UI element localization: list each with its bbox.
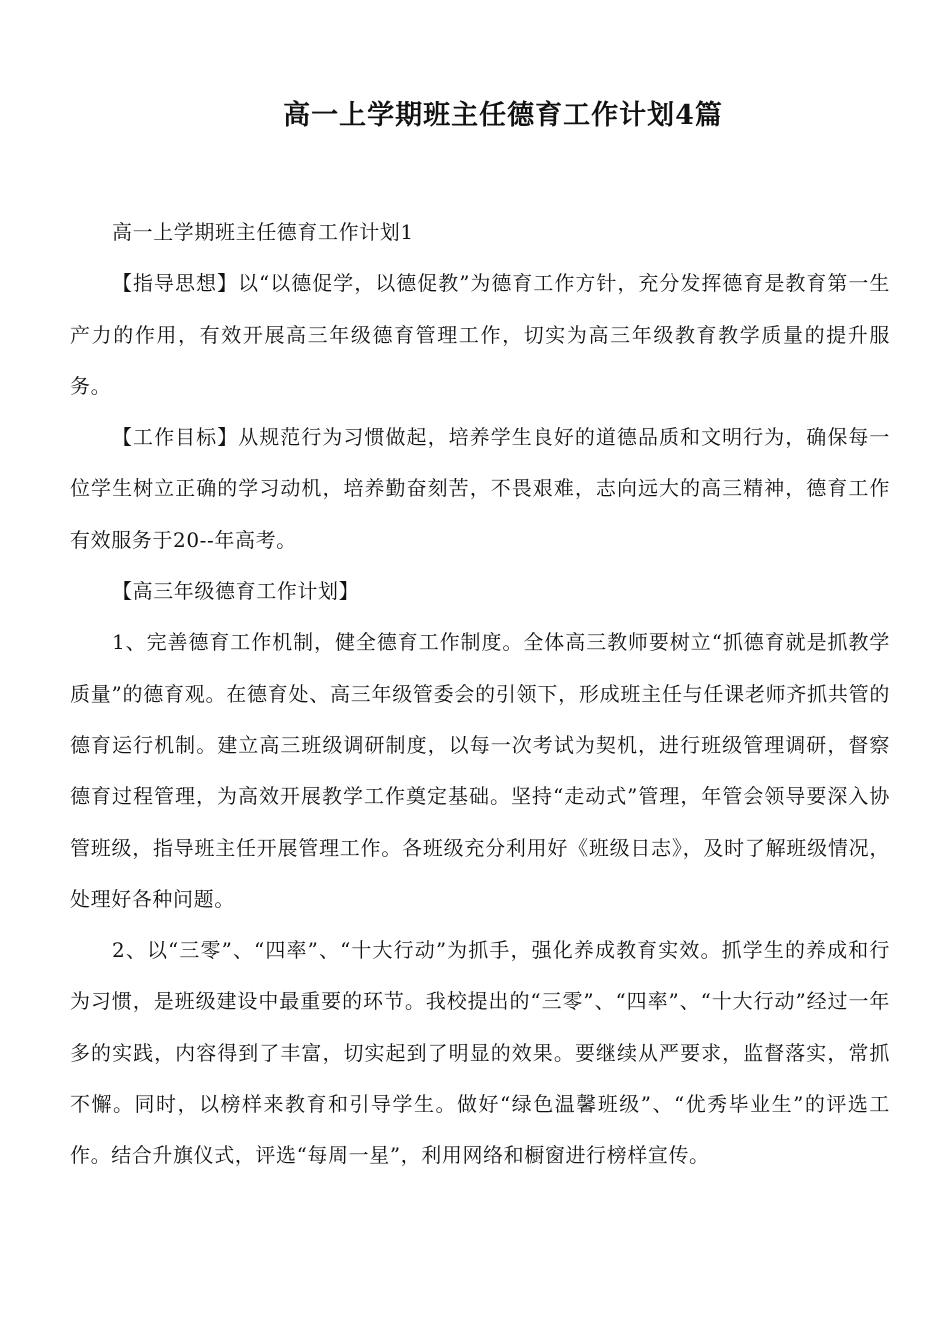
paragraph-item-2: 2、以“三零”、“四率”、“十大行动”为抓手，强化养成教育实效。抓学生的养成和行为习惯，是班级建设中最重要的环节。我校提出的“三零”、“四率”、“十大行动”经过一年多的实践，内容得到了丰富，切实起到了明显的效果。要继续从严要求，监督落实，常抓不懈。同时，以榜样来教育和引导学生。做好“绿色温馨班级”、“优秀毕业生”的评选工作。结合升旗仪式，评选“每周一星”，利用网络和橱窗进行榜样宣传。	[70, 938, 890, 1168]
paragraph-guiding-ideology: 【指导思想】以“以德促学，以德促教”为德育工作方针，充分发挥德育是教育第一生产力的作用，有效开展高三年级德育管理工作，切实为高三年级教育教学质量的提升服务。	[70, 271, 890, 398]
section-heading: 高一上学期班主任德育工作计划1	[112, 220, 414, 244]
paragraph-work-goals: 【工作目标】从规范行为习惯做起，培养学生良好的道德品质和文明行为，确保每一位学生树立正确的学习动机，培养勤奋刻苦，不畏艰难，志向远大的高三精神，德育工作有效服务于20--年高考。	[70, 425, 890, 552]
paragraph-plan-heading: 【高三年级德育工作计划】	[112, 579, 360, 604]
document-body	[70, 207, 890, 1182]
paragraph-item-1: 1、完善德育工作机制，健全德育工作制度。全体高三教师要树立“抓德育就是抓教学质量”的德育观。在德育处、高三年级管委会的引领下，形成班主任与任课老师齐抓共管的德育运行机制。建立高三班级调研制度，以每一次考试为契机，进行班级管理调研，督察德育过程管理，为高效开展教学工作奠定基础。坚持“走动式”管理，年管会领导要深入协管班级，指导班主任开展管理工作。各班级充分利用好《班级日志》，及时了解班级情况，处理好各种问题。	[70, 630, 890, 911]
document-title: 高一上学期班主任德育工作计划4篇	[283, 100, 723, 131]
